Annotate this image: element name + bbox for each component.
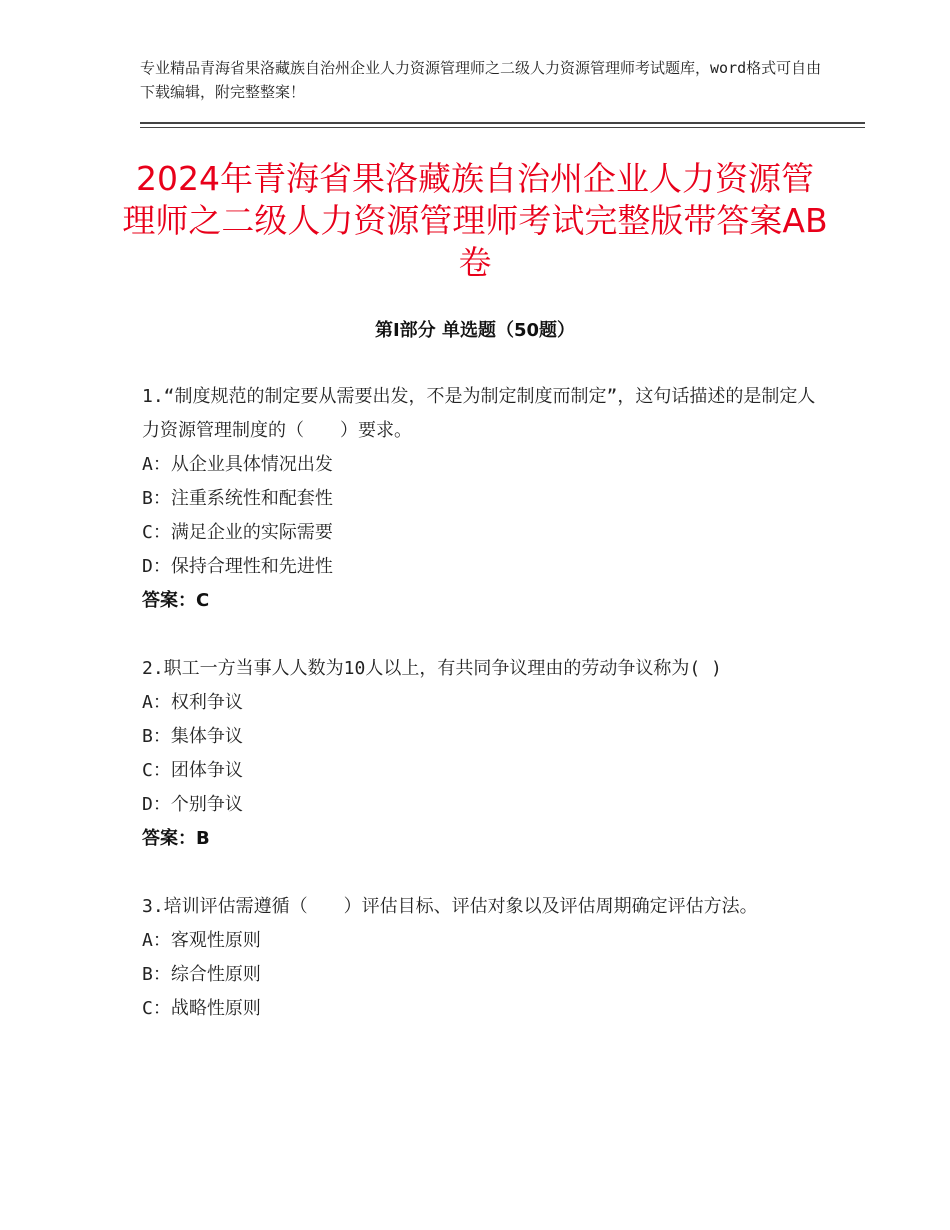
- answer: 答案：B: [142, 828, 210, 849]
- option-c: C：团体争议: [142, 760, 243, 781]
- question-3: [142, 890, 822, 1026]
- question-list: [142, 380, 822, 1060]
- option-a: A：客观性原则: [142, 930, 261, 951]
- answer: 答案：C: [142, 590, 210, 611]
- option-a: A：权利争议: [142, 692, 243, 713]
- document-title: 2024年青海省果洛藏族自治州企业人力资源管理师之二级人力资源管理师考试完整版带答案AB卷: [122, 159, 828, 282]
- option-d: D：保持合理性和先进性: [142, 556, 333, 577]
- question-1: [142, 380, 822, 618]
- header-note: 专业精品青海省果洛藏族自治州企业人力资源管理师之二级人力资源管理师考试题库，word格式可自由下载编辑，附完整整案！: [140, 59, 822, 101]
- question-stem: 3.培训评估需遵循（ ）评估目标、评估对象以及评估周期确定评估方法。: [142, 896, 758, 917]
- question-stem: 2.职工一方当事人人数为10人以上，有共同争议理由的劳动争议称为( ): [142, 658, 722, 679]
- option-b: B：集体争议: [142, 726, 243, 747]
- option-c: C：战略性原则: [142, 998, 261, 1019]
- option-b: B：注重系统性和配套性: [142, 488, 333, 509]
- question-2: [142, 652, 822, 856]
- question-stem: 1.“制度规范的制定要从需要出发，不是为制定制度而制定”，这句话描述的是制定人力资源管理制度的（ ）要求。: [142, 386, 816, 441]
- option-d: D：个别争议: [142, 794, 243, 815]
- header-divider: [140, 122, 865, 124]
- header-divider-thin: [140, 127, 865, 128]
- option-b: B：综合性原则: [142, 964, 261, 985]
- section-title: 第Ⅰ部分 单选题（50题）: [374, 320, 575, 341]
- option-a: A：从企业具体情况出发: [142, 454, 333, 475]
- option-c: C：满足企业的实际需要: [142, 522, 333, 543]
